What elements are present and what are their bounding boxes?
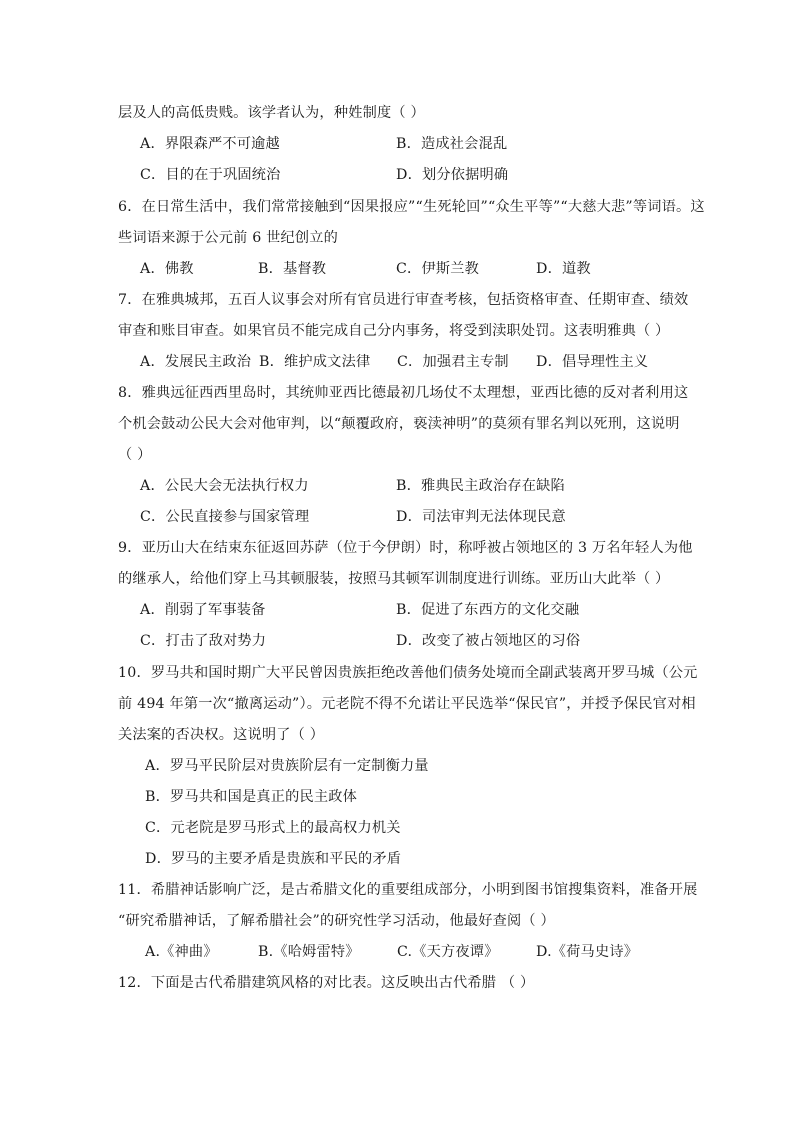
q7-option-d: D．倡导理性主义 (536, 354, 649, 370)
q8-option-b: B．雅典民主政治存在缺陷 (396, 478, 565, 494)
q9-option-c: C．打击了敌对势力 (140, 633, 267, 649)
q8-stem-line3: （ ） (118, 447, 152, 463)
q6-stem-line2: 些词语来源于公元前 6 世纪创立的 (118, 230, 339, 246)
q10-option-b: B．罗马共和国是真正的民主政体 (145, 789, 358, 805)
q8-option-c: C．公民直接参与国家管理 (140, 509, 310, 525)
q12-stem-line1: 12．下面是古代希腊建筑风格的对比表。这反映出古代希腊 （ ） (118, 975, 535, 991)
q9-stem-line1: 9．亚历山大在结束东征返回苏萨（位于今伊朗）时，称呼被占领地区的 3 万名年轻人为他 (118, 540, 693, 556)
q10-option-c: C．元老院是罗马形式上的最高权力机关 (145, 820, 401, 836)
q11-stem-line1: 11．希腊神话影响广泛，是古希腊文化的重要组成部分，小明到图书馆搜集资料，准备开展 (118, 882, 698, 898)
q6-option-a: A．佛教 (140, 261, 194, 277)
q8-option-d: D．司法审判无法体现民意 (396, 509, 566, 525)
q9-option-a: A．削弱了军事装备 (140, 602, 266, 618)
q8-stem-line1: 8．雅典远征西西里岛时，其统帅亚西比德最初几场仗不太理想，亚西比德的反对者利用这 (118, 385, 689, 401)
q11-option-b: B.《哈姆雷特》 (258, 944, 360, 960)
q5-stem: 层及人的高低贵贱。该学者认为，种姓制度（ ） (118, 105, 425, 121)
q11-option-c: C.《天方夜谭》 (397, 944, 499, 960)
q6-option-d: D．道教 (536, 261, 591, 277)
q7-option-a: A．发展民主政治 (140, 354, 252, 370)
q5-option-c: C．目的在于巩固统治 (140, 167, 281, 183)
q10-stem-line1: 10．罗马共和国时期广大平民曾因贵族拒绝改善他们债务处境而全副武装离开罗马城（公元 (118, 665, 698, 681)
q8-option-a: A．公民大会无法执行权力 (140, 478, 309, 494)
q10-stem-line3: 关法案的否决权。这说明了（ ） (118, 727, 325, 743)
q8-stem-line2: 个机会鼓动公民大会对他审判，以“颠覆政府，亵渎神明”的莫须有罪名判以死刑，这说明 (118, 416, 680, 432)
q10-stem-line2: 前 494 年第一次“撤离运动”）。元老院不得不允诺让平民选举“保民官”，并授予保民官对相 (118, 696, 696, 712)
q10-option-a: A．罗马平民阶层对贵族阶层有一定制衡力量 (145, 758, 429, 774)
q7-option-c: C．加强君主专制 (397, 354, 509, 370)
q6-stem-line1: 6．在日常生活中，我们常常接触到“因果报应”“生死轮回”“众生平等”“大慈大悲”等词语。这 (118, 199, 705, 215)
q5-option-a: A．界限森严不可逾越 (140, 136, 280, 152)
q7-option-b: B．维护成文法律 (259, 354, 371, 370)
q7-stem-line1: 7．在雅典城邦，五百人议事会对所有官员进行审查考核，包括资格审查、任期审查、绩效 (118, 292, 689, 308)
q9-option-b: B．促进了东西方的文化交融 (396, 602, 580, 618)
q5-option-b: B．造成社会混乱 (396, 136, 508, 152)
q9-option-d: D．改变了被占领地区的习俗 (396, 633, 581, 649)
q6-option-b: B．基督教 (258, 261, 327, 277)
q11-option-d: D.《荷马史诗》 (536, 944, 639, 960)
q6-option-c: C．伊斯兰教 (396, 261, 479, 277)
q10-option-d: D．罗马的主要矛盾是贵族和平民的矛盾 (145, 851, 402, 867)
q11-option-a: A.《神曲》 (145, 944, 218, 960)
q9-stem-line2: 的继承人，给他们穿上马其顿服装，按照马其顿军训制度进行训练。亚历山大此举（ ） (118, 571, 670, 587)
q7-stem-line2: 审查和账目审查。如果官员不能完成自己分内事务，将受到渎职处罚。这表明雅典（ ） (118, 323, 670, 339)
q5-option-d: D．划分依据明确 (396, 167, 509, 183)
q11-stem-line2: “研究希腊神话，了解希腊社会”的研究性学习活动，他最好查阅（ ） (118, 913, 555, 929)
